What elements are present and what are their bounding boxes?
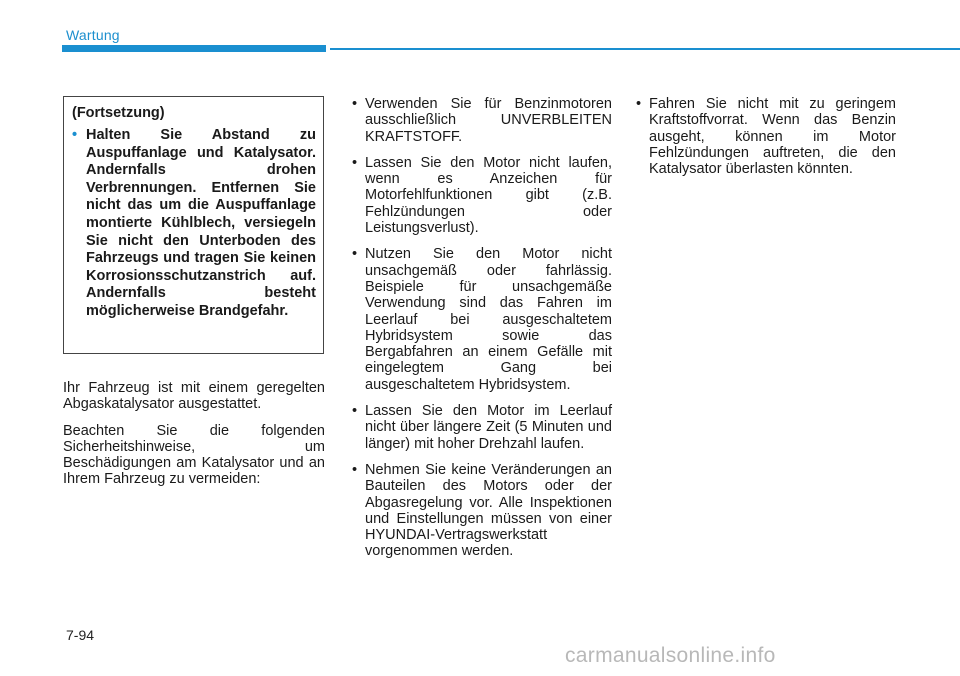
watermark: carmanualsonline.info (565, 644, 776, 667)
list-item: • Lassen Sie den Motor nicht laufen, wenn es Anzeichen für Motorfehlfunktionen gibt (z.B. Fehlzündungen oder Leistungsverlust). (352, 154, 612, 237)
list-item-text: Verwenden Sie für Benzinmotoren ausschließlich UNVERBLEITEN KRAFTSTOFF. (365, 96, 612, 145)
list-item: • Fahren Sie nicht mit zu geringem Kraftstoffvorrat. Wenn das Benzin ausgeht, können im Motor Fehlzündungen auftreten, die den Katalysator überlasten könnten. (636, 96, 896, 178)
page-number: 7-94 (66, 627, 95, 643)
warning-item (72, 127, 316, 321)
list-item-text: Lassen Sie den Motor nicht laufen, wenn es Anzeichen für Motorfehlfunktionen gibt (z.B. Fehlzündungen oder Leistungsverlust). (365, 154, 612, 237)
list-item: • Nehmen Sie keine Veränderungen an Bauteilen des Motors oder der Abgasregelung vor. Alle Inspektionen und Einstellungen müssen von einer HYUNDAI-Vertragswerkstatt vorgenommen werden. (352, 461, 612, 560)
header-rule-thin (330, 48, 960, 50)
warning-box (63, 96, 324, 354)
middle-column (350, 96, 612, 570)
warning-bullet: • (72, 127, 78, 143)
list-item: • Nutzen Sie den Motor nicht unsachgemäß oder fahrlässig. Beispiele für unsachgemäße Verwendung sind das Fahren im Leerlauf bei ausgeschaltetem Hybridsystem sowie das Bergabfahren an einem Gefälle mit eingelegtem Gang bei ausgeschaltetem Hybridsystem. (352, 246, 612, 393)
list-item: • Lassen Sie den Motor im Leerlauf nicht über längere Zeit (5 Minuten und länger) mit hoher Drehzahl laufen. (352, 403, 612, 452)
right-column (634, 96, 896, 187)
list-item-text: Lassen Sie den Motor im Leerlauf nicht über längere Zeit (5 Minuten und länger) mit hoher Drehzahl laufen. (365, 403, 612, 452)
list-item-text: Nutzen Sie den Motor nicht unsachgemäß oder fahrlässig. Beispiele für unsachgemäße Verwendung sind das Fahren im Leerlauf bei ausgeschaltetem Hybridsystem sowie das Bergabfahren an einem Gefälle mit eingelegtem Gang bei ausgeschaltetem Hybridsystem. (365, 246, 612, 393)
instructions-paragraph: Beachten Sie die folgenden Sicherheitshinweise, um Beschädigungen am Katalysator und an Ihrem Fahrzeug zu vermeiden: (63, 422, 325, 488)
left-column (63, 380, 325, 498)
warning-heading: (Fortsetzung) (72, 105, 165, 121)
warning-text: Halten Sie Abstand zu Auspuffanlage und Katalysator. Andernfalls drohen Verbrennungen. Entfernen Sie nicht das um die Auspuffanlage montierte Kühlblech, versiegeln Sie nicht den Unterboden des Fahrzeugs und tragen Sie keinen Korrosionsschutzanstrich auf. Andernfalls besteht möglicherweise Brandgefahr. (86, 127, 316, 319)
intro-paragraph: Ihr Fahrzeug ist mit einem geregelten Abgaskatalysator ausgestattet. (63, 380, 325, 413)
section-title: Wartung (66, 27, 120, 43)
header-rule-thick (62, 45, 326, 52)
list-item-text: Nehmen Sie keine Veränderungen an Bauteilen des Motors oder der Abgasregelung vor. Alle Inspektionen und Einstellungen müssen von einer HYUNDAI-Vertragswerkstatt vorgenommen werden. (365, 461, 612, 560)
list-item: • Verwenden Sie für Benzinmotoren ausschließlich UNVERBLEITEN KRAFTSTOFF. (352, 96, 612, 145)
list-item-text: Fahren Sie nicht mit zu geringem Kraftstoffvorrat. Wenn das Benzin ausgeht, können im Motor Fehlzündungen auftreten, die den Katalysator überlasten könnten. (649, 96, 896, 178)
